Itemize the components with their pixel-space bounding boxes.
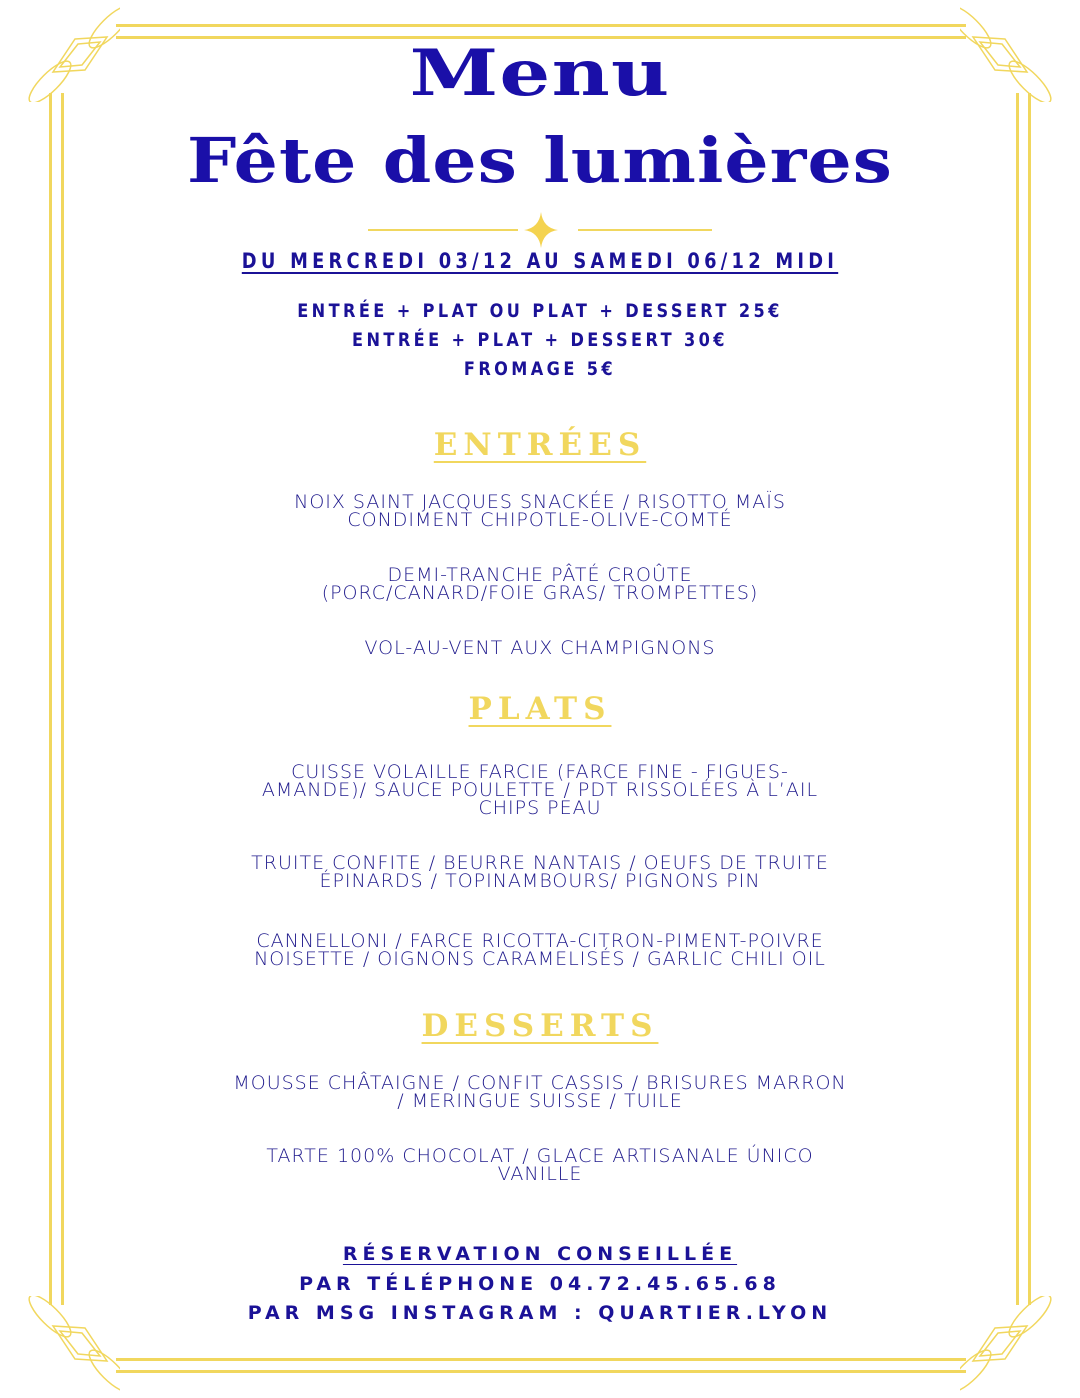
menu-item [0, 566, 1080, 602]
price-line: FROMAGE 5€ [463, 358, 617, 380]
phone-contact: PAR TÉLÉPHONE 04.72.45.65.68 [299, 1273, 781, 1295]
section-title-text: PLATS [468, 691, 612, 727]
item-line: VANILLE [497, 1163, 583, 1185]
price-line: ENTRÉE + PLAT OU PLAT + DESSERT 25€ [297, 300, 783, 322]
item-line: VOL-AU-VENT AUX CHAMPIGNONS [364, 637, 716, 659]
section-title-text: DESSERTS [421, 1008, 659, 1044]
item-line: DEMI-TRANCHE PÂTÉ CROÛTE [387, 564, 693, 586]
item-line: NOIX SAINT JACQUES SNACKÉE / RISOTTO MAÏS [294, 491, 786, 513]
price-line: ENTRÉE + PLAT + DESSERT 30€ [352, 329, 728, 351]
item-line: TRUITE CONFITE / BEURRE NANTAIS / OEUFS DE TRUITE [251, 852, 829, 874]
border-bottom-inner [116, 1370, 966, 1373]
section-title-entrees [0, 427, 1080, 463]
item-line: CUISSE VOLAILLE FARCIE (FARCE FINE - FIGUES- [291, 761, 789, 783]
item-line: MOUSSE CHÂTAIGNE / CONFIT CASSIS / BRISURES MARRON [233, 1072, 847, 1094]
menu-item [0, 763, 1080, 817]
menu-item [0, 1147, 1080, 1183]
border-bottom-outer [116, 1358, 966, 1361]
divider-right [578, 229, 712, 231]
item-line: / MERINGUE SUISSE / TUILE [397, 1090, 683, 1112]
menu-item [0, 1074, 1080, 1110]
menu-item [0, 493, 1080, 529]
reservation-note: RÉSERVATION CONSEILLÉE [342, 1243, 738, 1265]
item-line: CANNELLONI / FARCE RICOTTA-CITRON-PIMENT-POIVRE [256, 930, 824, 952]
event-title: Fête des lumières [187, 124, 893, 197]
divider-left [368, 229, 518, 231]
date-range: DU MERCREDI 03/12 AU SAMEDI 06/12 MIDI [241, 249, 839, 273]
menu-item [0, 854, 1080, 890]
menu-item [0, 932, 1080, 968]
menu-title: Menu [409, 36, 671, 111]
item-line: CHIPS PEAU [478, 797, 602, 819]
menu-item [0, 639, 1080, 657]
item-line: NOISETTE / OIGNONS CARAMELISÉS / GARLIC CHILI OIL [254, 948, 826, 970]
item-line: AMANDE)/ SAUCE POULETTE / PDT RISSOLÉES À L’AIL [261, 779, 819, 801]
section-title-plats [0, 691, 1080, 727]
item-line: (PORC/CANARD/FOIE GRAS/ TROMPETTES) [321, 582, 759, 604]
item-line: ÉPINARDS / TOPINAMBOURS/ PIGNONS PIN [319, 870, 761, 892]
section-title-text: ENTRÉES [433, 427, 647, 463]
instagram-contact: PAR MSG INSTAGRAM : QUARTIER.LYON [247, 1302, 833, 1324]
item-line: CONDIMENT CHIPOTLE-OLIVE-COMTÉ [347, 509, 733, 531]
section-title-desserts [0, 1008, 1080, 1044]
item-line: TARTE 100% CHOCOLAT / GLACE ARTISANALE ÚNICO [266, 1145, 814, 1167]
border-top-outer [116, 24, 966, 27]
sparkle-icon [524, 212, 558, 248]
